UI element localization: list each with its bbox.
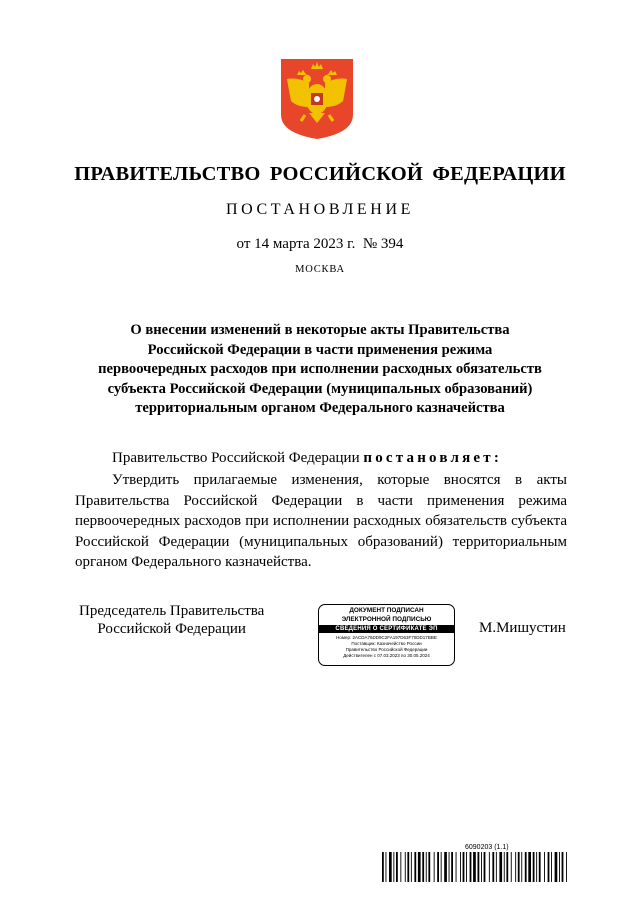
barcode-bar [414, 852, 416, 882]
heading-line: Российской Федерации в части применения режима [147, 341, 493, 358]
stamp-line: ЭЛЕКТРОННОЙ ПОДПИСЬЮ [341, 616, 432, 624]
signer-position-line: Председатель Правительства [79, 603, 265, 619]
barcode-bar [559, 852, 560, 882]
barcode-bar [478, 852, 480, 882]
barcode-bar [437, 852, 439, 882]
heading-line: О внесении изменений в некоторые акты Правительства [130, 322, 510, 338]
barcode-bar [548, 852, 550, 882]
stamp-issuer: Поставщик: Казначейство России [351, 640, 422, 646]
barcode-bar [496, 852, 497, 882]
barcode-bar [449, 852, 450, 882]
barcode-bar [551, 852, 552, 882]
barcode-bar [481, 852, 482, 882]
stamp-line: ДОКУМЕНТ ПОДПИСАН [349, 607, 424, 614]
barcode-bar [484, 852, 486, 882]
barcode-bar [489, 852, 490, 882]
barcode-bar [400, 852, 401, 882]
barcode-bar [456, 852, 457, 882]
stamp-serial: Номер: 2ACDA76DD9C2FA197D63F70DD17BBE [336, 634, 437, 640]
electronic-signature-stamp [318, 604, 455, 666]
barcode-bar [422, 852, 424, 882]
barcode-bar [428, 852, 430, 882]
document-type: ПОСТАНОВЛЕНИЕ [226, 201, 414, 218]
barcode-bar [528, 852, 531, 882]
barcode-bar [463, 852, 465, 882]
decree-word: постановляет: [363, 450, 503, 466]
barcode-bar [515, 852, 516, 882]
barcode-bar [426, 852, 427, 882]
barcode-bar [451, 852, 453, 882]
decree-intro-text: Правительство Российской Федерации [112, 450, 360, 466]
stamp-certificate-bar: СВЕДЕНИЯ О СЕРТИФИКАТЕ ЭП [319, 625, 454, 633]
heading-line: первоочередных расходов при исполнении расходных обязательств [98, 361, 542, 378]
barcode-bar [539, 852, 541, 882]
barcode-bar [405, 852, 406, 882]
signer-position [79, 602, 264, 638]
body-paragraph: Утвердить прилагаемые изменения, которые вносятся в акты Правительства Российской Федерации в части применения режима первоочередных расходов при исполнении расходных обязательств субъекта Российской Федерации (муниципальных образований) территориальным органом Федерального казначейства. [75, 472, 567, 570]
stamp-validity: Действителен с 07.03.2023 по 30.05.2024 [343, 652, 430, 658]
barcode-bar [470, 852, 472, 882]
barcode-bar [525, 852, 527, 882]
document-heading [60, 321, 580, 419]
barcode-bar [407, 852, 409, 882]
government-title: ПРАВИТЕЛЬСТВО РОССИЙСКОЙ ФЕДЕРАЦИИ [74, 163, 566, 185]
barcode-number: 6090203 (1.1) [465, 844, 509, 851]
barcode-bar [492, 852, 494, 882]
date-number-line [0, 236, 640, 253]
barcode-bar [466, 852, 467, 882]
barcode-image [382, 852, 568, 882]
signer-position-line: Российской Федерации [97, 621, 246, 637]
decree-intro [112, 450, 502, 467]
coat-of-arms-emblem [279, 57, 355, 141]
heading-line: субъекта Российской Федерации (муниципальных образований) [107, 380, 533, 397]
barcode-bar [544, 852, 545, 882]
document-number: № 394 [362, 236, 404, 252]
barcode-bar [506, 852, 508, 882]
document-date: от 14 марта 2023 г. [236, 236, 356, 252]
stamp-owner: Правительство Российской Федерации [345, 646, 428, 652]
barcode-bar [382, 852, 384, 882]
heading-line: территориальным органом Федерального казначейства [135, 400, 505, 417]
barcode-bar [434, 852, 435, 882]
barcode-bar [555, 852, 558, 882]
barcode-bar [386, 852, 387, 882]
barcode-bar [411, 852, 412, 882]
barcode-bar [533, 852, 535, 882]
barcode-bar [396, 852, 398, 882]
barcode-bar [499, 852, 502, 882]
barcode-bar [473, 852, 476, 882]
document-city: МОСКВА [295, 264, 345, 275]
barcode-bar [444, 852, 447, 882]
barcode-bar [536, 852, 537, 882]
barcode-bar [418, 852, 421, 882]
barcode-bar [566, 852, 567, 882]
signer-name: М.Мишустин [479, 620, 566, 636]
barcode-bar [460, 852, 461, 882]
barcode-bar [504, 852, 505, 882]
barcode-bar [389, 852, 392, 882]
barcode-bar [511, 852, 512, 882]
barcode-bar [518, 852, 520, 882]
barcode-bar [441, 852, 442, 882]
barcode-bar [521, 852, 522, 882]
barcode-bar [393, 852, 394, 882]
barcode-bar [562, 852, 564, 882]
